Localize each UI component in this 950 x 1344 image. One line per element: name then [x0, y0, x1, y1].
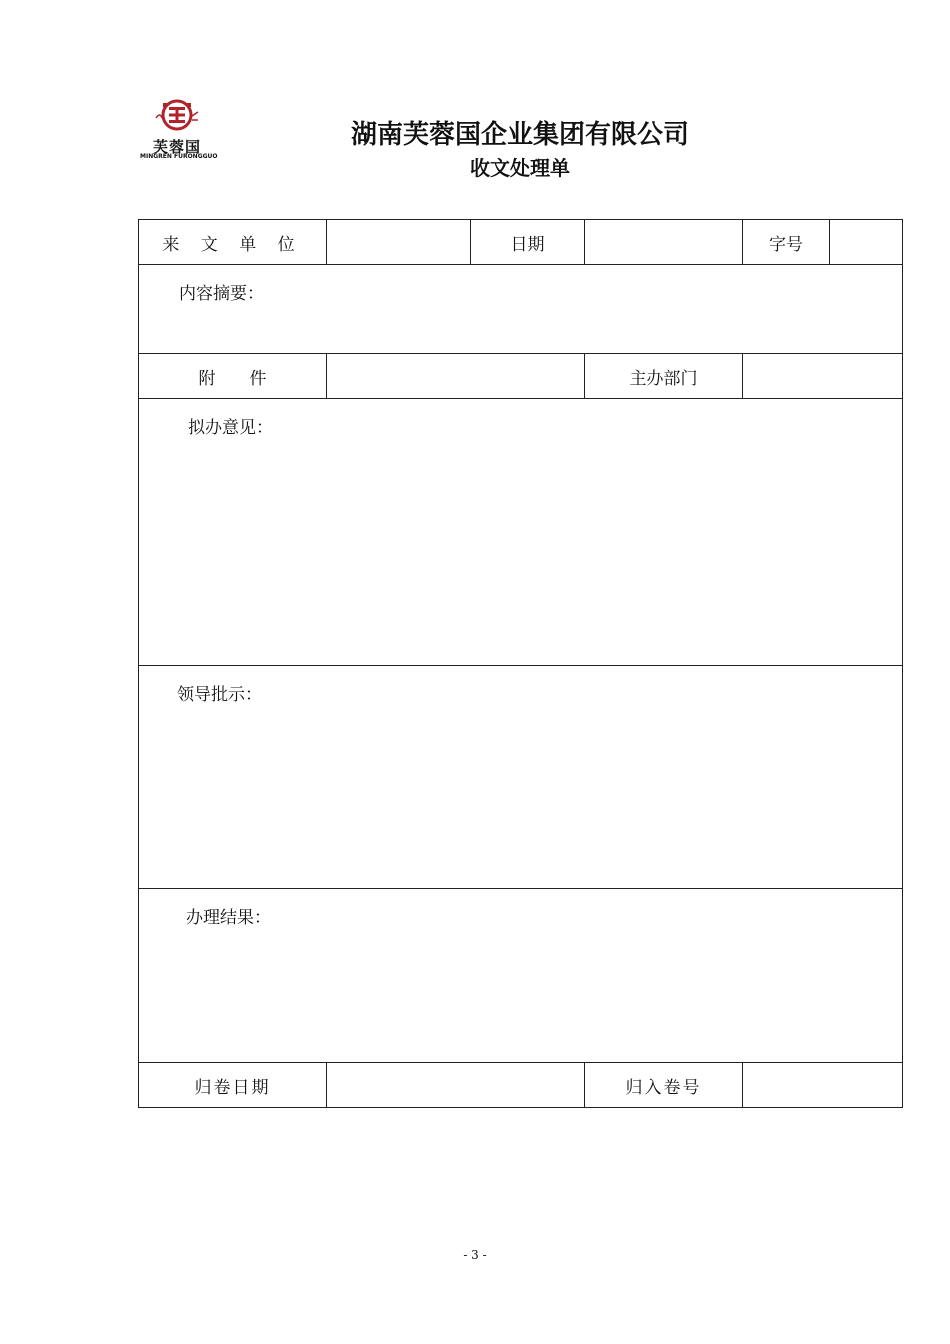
result-label: 办理结果： — [186, 908, 271, 928]
summary-field[interactable] — [139, 265, 903, 354]
company-logo — [140, 98, 220, 164]
sender-label: 来 文 单 位 — [139, 220, 327, 265]
proposal-label: 拟办意见： — [188, 418, 273, 438]
document-processing-form — [138, 219, 903, 1108]
form-title: 收文处理单 — [470, 156, 570, 180]
archive-date-label: 归卷日期 — [139, 1063, 327, 1108]
department-label: 主办部门 — [585, 354, 743, 399]
archive-number-field[interactable] — [743, 1063, 903, 1108]
reference-number-label: 字号 — [743, 220, 830, 265]
date-field[interactable] — [585, 220, 743, 265]
result-field[interactable] — [139, 889, 903, 1063]
department-field[interactable] — [743, 354, 903, 399]
sender-field[interactable] — [327, 220, 471, 265]
proposal-field[interactable] — [139, 399, 903, 666]
reference-number-field[interactable] — [830, 220, 903, 265]
attachment-label: 附 件 — [139, 354, 327, 399]
archive-date-field[interactable] — [327, 1063, 585, 1108]
leader-instruction-field[interactable] — [139, 666, 903, 889]
logo-emblem-icon — [154, 98, 200, 136]
company-title: 湖南芙蓉国企业集团有限公司 — [350, 120, 689, 150]
date-label: 日期 — [471, 220, 585, 265]
attachment-field[interactable] — [327, 354, 585, 399]
page-number: - 3 - — [463, 1248, 487, 1262]
summary-label: 内容摘要： — [179, 284, 264, 304]
logo-chinese-text: 芙蓉国 — [152, 138, 201, 156]
archive-number-label: 归入卷号 — [585, 1063, 743, 1108]
logo-english-text: MINGREN FURONGGUO — [140, 153, 218, 160]
leader-instruction-label: 领导批示： — [177, 685, 262, 705]
